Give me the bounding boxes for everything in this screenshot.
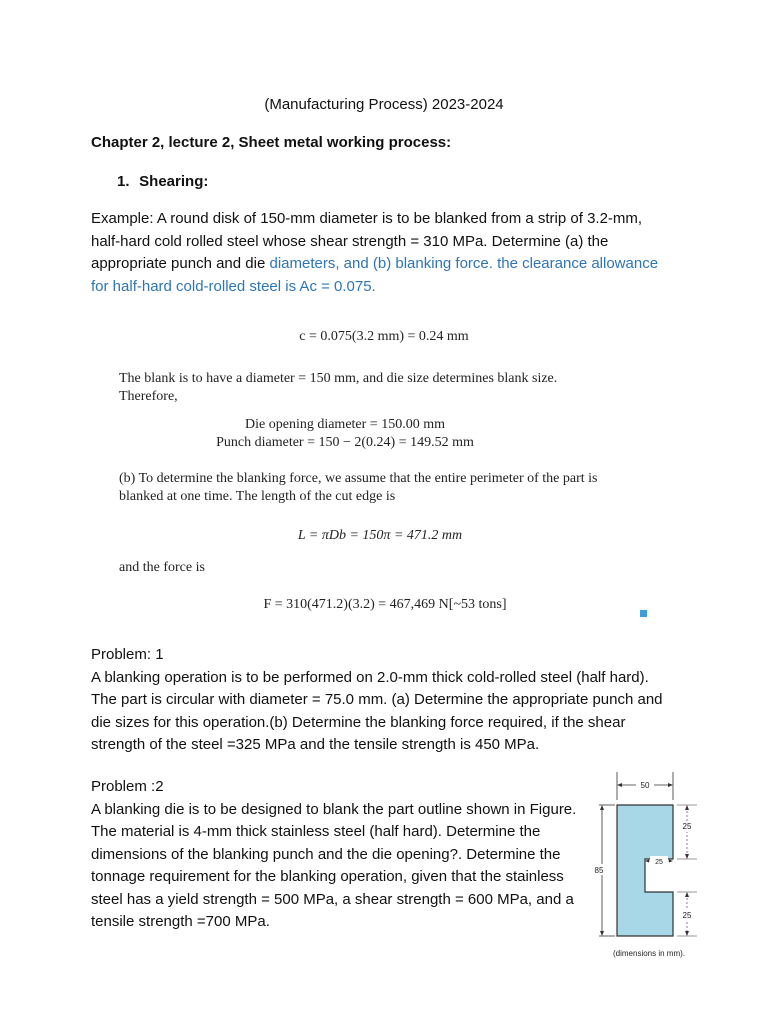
dim-width-label: 50 <box>640 781 650 790</box>
clearance-equation: c = 0.075(3.2 mm) = 0.24 mm <box>299 329 469 344</box>
example-highlight-text: diameters, and (b) blanking force. the clearance allowance for half-hard cold-rolled steel is Ac = 0.075. <box>91 255 659 295</box>
problem-1 <box>91 644 671 757</box>
chapter-heading: Chapter 2, lecture 2, Sheet metal working process: <box>91 134 452 151</box>
solution-line: blanked at one time. The length of the cut edge is <box>119 489 396 504</box>
problem-2-text: A blanking die is to be designed to blank the part outline shown in Figure. The material is 4-mm thick stainless steel (half hard). Determine the dimensions of the blanking punch and the die opening?. Determine the tonnage requirement for the blanking operation, given that the stainless steel has a yield strength = 500 MPa, a shear strength = 600 MPa, and a tensile strength =700 MPa. <box>91 800 577 930</box>
dim-top-label: 25 <box>682 822 692 831</box>
section-number: 1. <box>117 173 130 190</box>
section-heading <box>117 173 208 190</box>
punch-diameter-equation: Punch diameter = 150 − 2(0.24) = 149.52 mm <box>216 435 474 450</box>
force-equation: F = 310(471.2)(3.2) = 467,469 N[~53 tons] <box>263 597 507 612</box>
document-header: (Manufacturing Process) 2023-2024 <box>264 96 504 113</box>
dim-bottom-label: 25 <box>682 911 692 920</box>
section-title: Shearing: <box>139 173 209 190</box>
end-of-solution-square <box>640 610 647 617</box>
problem-1-text: A blanking operation is to be performed on 2.0-mm thick cold-rolled steel (half hard). The part is circular with diameter = 75.0 mm. (a) Determine the appropriate punch and die sizes for this operation.(b) Determine the blanking force required, if the shear strength of the steel =325 MPa and the tensile strength is 450 MPa. <box>91 668 663 753</box>
example-paragraph <box>91 208 671 298</box>
part-outline-drawing <box>585 768 715 964</box>
solution-line: (b) To determine the blanking force, we assume that the entire perimeter of the part is <box>119 471 598 486</box>
example-text: Example: A round disk of 150-mm diameter is to be blanked from a strip of 3.2-mm, half-hard cold rolled steel whose shear strength = 310 MPa. Determine (a) the appropriate punch and die <box>91 210 643 272</box>
figure-caption: (dimensions in mm). <box>612 949 686 958</box>
part-outline-figure <box>585 768 715 964</box>
diameter-equations <box>150 416 540 452</box>
dim-notch-label: 25 <box>655 859 663 866</box>
dim-height-label: 85 <box>594 866 604 875</box>
solution-text-1 <box>119 370 659 406</box>
solution-text-2 <box>119 470 659 506</box>
solution-line: Therefore, <box>119 389 178 404</box>
problem-2 <box>91 776 581 934</box>
solution-line: The blank is to have a diameter = 150 mm, and die size determines blank size. <box>119 371 558 386</box>
problem-1-title: Problem: 1 <box>91 646 164 663</box>
problem-2-title: Problem :2 <box>91 778 164 795</box>
force-intro: and the force is <box>119 560 205 575</box>
cut-length-equation: L = πDb = 150π = 471.2 mm <box>297 528 463 543</box>
die-diameter-equation: Die opening diameter = 150.00 mm <box>245 417 445 432</box>
